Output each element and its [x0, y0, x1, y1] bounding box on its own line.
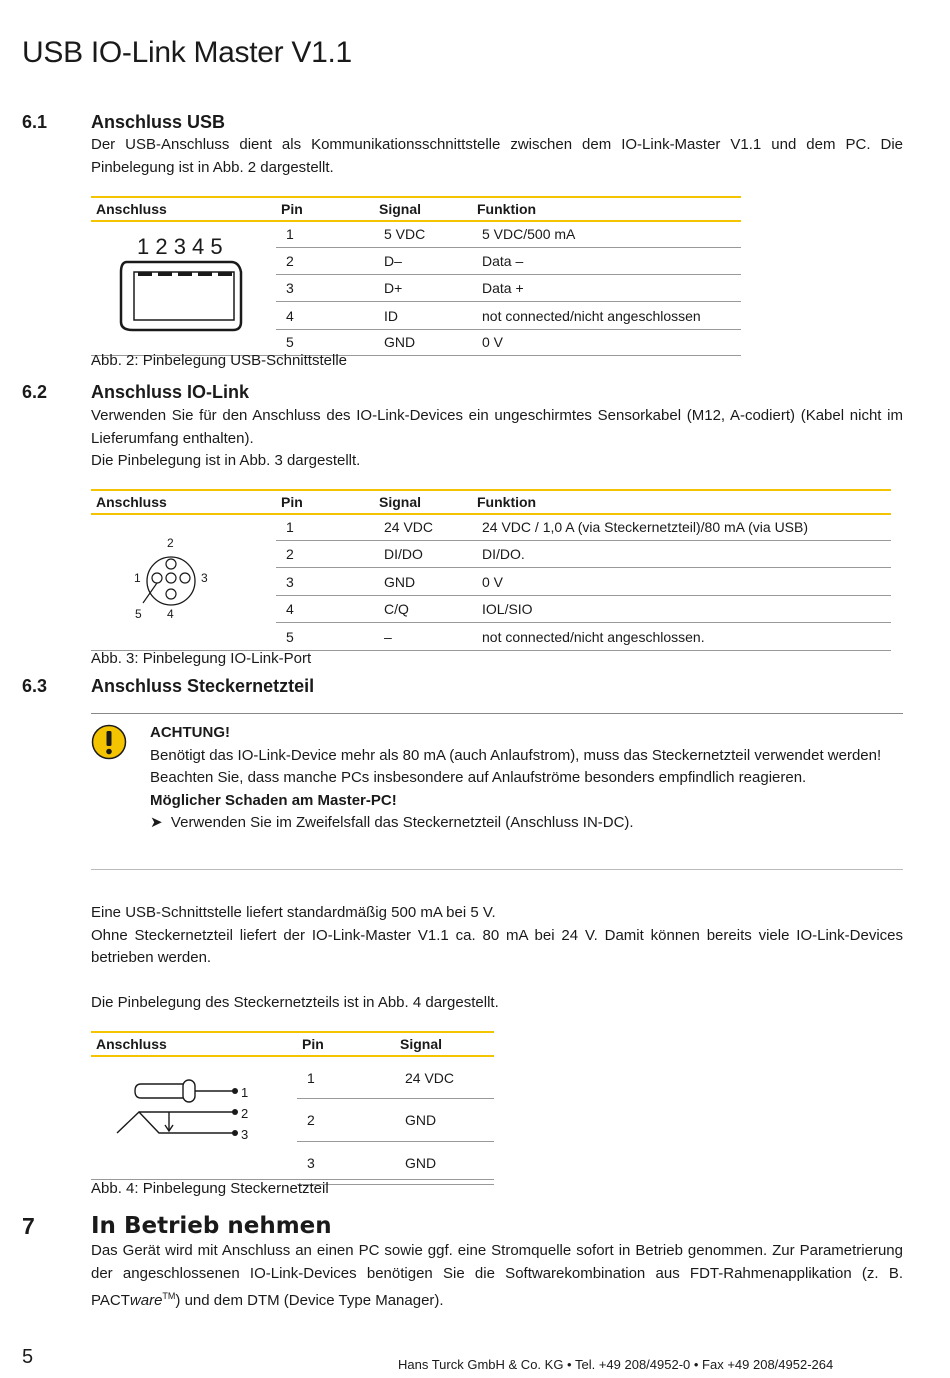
section-number-6-3: 6.3 [22, 676, 48, 696]
column-header: Funktion [472, 197, 741, 221]
column-header: Anschluss [91, 1032, 297, 1056]
usb-connector-cell [91, 221, 276, 356]
signal-cell: GND [395, 1141, 494, 1184]
column-header: Anschluss [91, 490, 276, 514]
io-link-intro-text [91, 405, 903, 473]
function-cell: not connected/nicht angeschlossen. [472, 623, 891, 651]
m12-pin [166, 589, 176, 599]
table-row [91, 1056, 494, 1099]
power-text-2: Ohne Steckernetzteil liefert der IO-Link-Master V1.1 ca. 80 mA bei 24 V. Damit können bereits viele IO-Link-Devices betrieben werden. [91, 926, 903, 966]
figure-caption-4: Abb. 4: Pinbelegung Steckernetzteil [91, 1180, 329, 1197]
pin-cell: 5 [276, 329, 374, 355]
m12-pin [166, 559, 176, 569]
commissioning-text [91, 1240, 903, 1313]
pin-2-terminal [232, 1109, 238, 1115]
warning-action [150, 812, 895, 835]
signal-cell: 24 VDC [395, 1056, 494, 1099]
figure-caption-3: Abb. 3: Pinbelegung IO-Link-Port [91, 650, 312, 667]
pin-cell: 5 [276, 623, 374, 651]
barrel-plug-body [135, 1084, 183, 1098]
usb-contact [158, 272, 172, 276]
pin-1-terminal [232, 1088, 238, 1094]
column-header: Pin [297, 1032, 395, 1056]
figure-caption-2: Abb. 2: Pinbelegung USB-Schnittstelle [91, 352, 347, 369]
usb-intro-text: Der USB-Anschluss dient als Kommunikationsschnittstelle zwischen dem IO-Link-Master V1.1 und dem PC. Die Pinbelegung ist in Abb. 2 dargestellt. [91, 136, 903, 176]
function-cell: IOL/SIO [472, 595, 891, 623]
usb-contact [178, 272, 192, 276]
function-cell: Data – [472, 247, 741, 274]
warning-title: ACHTUNG! [150, 724, 230, 741]
pin-label-5: 5 [135, 607, 142, 621]
pin-cell: 3 [276, 568, 374, 596]
chapter-title: In Betrieb nehmen [91, 1213, 332, 1239]
function-cell: Data + [472, 275, 741, 302]
pin-label-1: 1 [241, 1085, 249, 1100]
usb-connector-diagram [91, 222, 276, 352]
signal-cell: GND [374, 329, 472, 355]
io-link-text-2: Die Pinbelegung ist in Abb. 3 dargestellt. [91, 452, 361, 469]
column-header: Pin [276, 490, 374, 514]
barrel-connector-diagram [91, 1057, 297, 1181]
chapter-number-7: 7 [22, 1213, 35, 1239]
m12-connector-diagram [91, 515, 276, 647]
pin-label-3: 3 [241, 1127, 249, 1142]
m12-pin [180, 573, 190, 583]
commissioning-text-start: Das Gerät wird mit Anschluss an einen PC sowie ggf. eine Stromquelle sofort in Betrieb genommen. Zur Parametrierung der angeschlossenen IO-Link-Devices benötigen Sie die Softwarekombination aus FDT-Rahmenapplikation (z. B. PACT [91, 1242, 903, 1309]
power-text-3: Die Pinbelegung des Steckernetzteils ist in Abb. 4 dargestellt. [91, 993, 499, 1011]
column-header: Signal [374, 490, 472, 514]
pin-label-4: 4 [167, 607, 174, 621]
table-row [91, 221, 741, 247]
arrow-icon: ➤ [150, 814, 163, 831]
signal-cell: D+ [374, 275, 472, 302]
column-header: Signal [374, 197, 472, 221]
pin-3-terminal [232, 1130, 238, 1136]
pin-3-switch-line [117, 1112, 235, 1133]
usb-connector-inner [134, 272, 234, 320]
table-header-row [91, 197, 741, 221]
table-row [91, 514, 891, 540]
m12-outline [147, 557, 195, 605]
usb-contact [218, 272, 232, 276]
function-cell: 0 V [472, 329, 741, 355]
power-text-1: Eine USB-Schnittstelle liefert standardmäßig 500 mA bei 5 V. [91, 904, 496, 921]
io-link-text-1: Verwenden Sie für den Anschluss des IO-Link-Devices ein ungeschirmtes Sensorkabel (M12, A-codiert) (Kabel nicht im Lieferumfang enthalten). [91, 407, 903, 447]
function-cell: not connected/nicht angeschlossen [472, 302, 741, 329]
table-header-row [91, 490, 891, 514]
pin-cell: 4 [276, 595, 374, 623]
column-header: Funktion [472, 490, 891, 514]
pin-cell: 2 [297, 1099, 395, 1142]
warning-action-text: Verwenden Sie im Zweifelsfall das Steckernetzteil (Anschluss IN-DC). [170, 814, 634, 831]
signal-cell: 24 VDC [374, 514, 472, 540]
barrel-connector-cell [91, 1056, 297, 1184]
section-title-usb: Anschluss USB [91, 112, 226, 132]
function-cell: 0 V [472, 568, 891, 596]
section-number-6-2: 6.2 [22, 382, 48, 402]
pin-cell: 3 [276, 275, 374, 302]
pin-label-2: 2 [241, 1106, 249, 1121]
usb-pin-table [91, 196, 741, 356]
signal-cell: D– [374, 247, 472, 274]
pin-label-2: 2 [167, 536, 174, 550]
usb-pin-numbers: 1 2 3 4 5 [137, 234, 223, 259]
barrel-plug-collar [183, 1080, 195, 1102]
signal-cell: C/Q [374, 595, 472, 623]
signal-cell: GND [395, 1099, 494, 1142]
pin-cell: 1 [276, 221, 374, 247]
m12-connector-cell [91, 514, 276, 651]
section-title-power-supply: Anschluss Steckernetzteil [91, 676, 315, 696]
pin-label-1: 1 [134, 571, 141, 585]
pin-cell: 3 [297, 1141, 395, 1184]
warning-damage: Möglicher Schaden am Master-PC! [150, 791, 397, 809]
function-cell: 5 VDC/500 mA [472, 221, 741, 247]
m12-pin [166, 573, 176, 583]
commissioning-text-end: ) und dem DTM (Device Type Manager). [175, 1292, 444, 1309]
pin-cell: 1 [297, 1056, 395, 1099]
pin-label-3: 3 [201, 571, 208, 585]
column-header: Anschluss [91, 197, 276, 221]
warning-text: Benötigt das IO-Link-Device mehr als 80 mA (auch Anlaufstrom), muss das Steckernetzteil verwendet werden! Beachten Sie, dass manche PCs insbesondere auf Anlaufströme besonders empfindlich reagieren. [150, 746, 882, 786]
trademark-sup: TM [162, 1291, 176, 1301]
commissioning-text-italic: ware [129, 1292, 163, 1309]
section-title-io-link: Anschluss IO-Link [91, 382, 250, 402]
pin-cell: 4 [276, 302, 374, 329]
usb-contact [198, 272, 212, 276]
column-header: Signal [395, 1032, 494, 1056]
m12-pin [152, 573, 162, 583]
document-title: USB IO-Link Master V1.1 [22, 36, 352, 69]
signal-cell: 5 VDC [374, 221, 472, 247]
pin-cell: 2 [276, 247, 374, 274]
io-link-pin-table [91, 489, 891, 651]
power-supply-pin-table [91, 1031, 494, 1185]
function-cell: DI/DO. [472, 540, 891, 568]
signal-cell: ID [374, 302, 472, 329]
table-header-row [91, 1032, 494, 1056]
footer-contact: Hans Turck GmbH & Co. KG • Tel. +49 208/4952-0 • Fax +49 208/4952-264 [398, 1357, 834, 1372]
column-header: Pin [276, 197, 374, 221]
usb-contact [138, 272, 152, 276]
section-number-6-1: 6.1 [22, 112, 48, 132]
page-number: 5 [22, 1346, 34, 1368]
warning-content [150, 722, 895, 835]
pin-cell: 2 [276, 540, 374, 568]
m12-pin-5-leader [143, 583, 157, 603]
warning-icon [91, 724, 127, 760]
pin-cell: 1 [276, 514, 374, 540]
power-supply-text [91, 902, 903, 1014]
function-cell: 24 VDC / 1,0 A (via Steckernetzteil)/80 mA (via USB) [472, 514, 891, 540]
signal-cell: DI/DO [374, 540, 472, 568]
signal-cell: – [374, 623, 472, 651]
signal-cell: GND [374, 568, 472, 596]
